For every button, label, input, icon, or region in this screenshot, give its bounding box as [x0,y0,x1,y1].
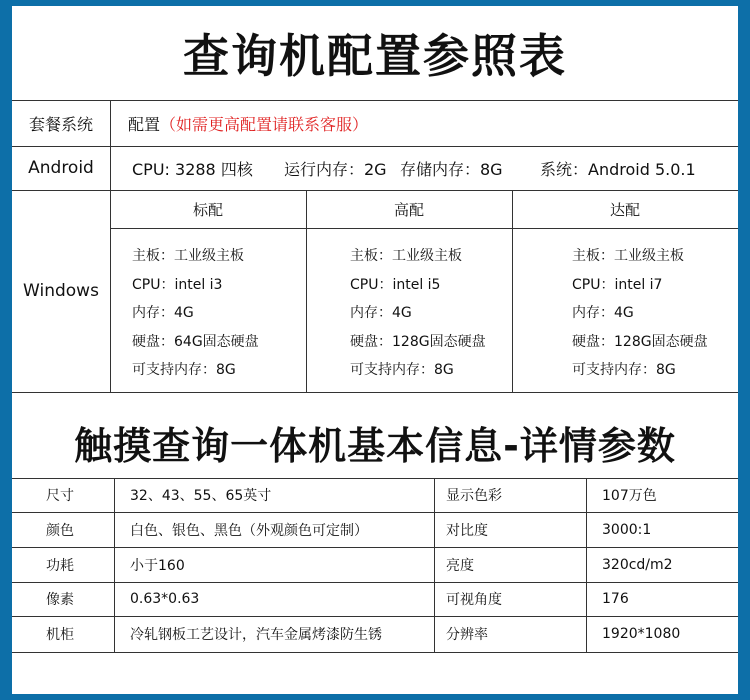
tier-top-name: 达配 [609,200,640,219]
info-value: 176 [602,591,629,607]
spec-sheet [12,6,738,694]
info-key: 可视角度 [446,592,502,608]
spec-disk: 硬盘：64G固态硬盘 [132,333,259,350]
info-key: 机柜 [46,627,74,643]
header-config [128,100,728,146]
info-key: 功耗 [46,557,74,574]
tier-high-specs [350,242,486,385]
info-key: 像素 [46,592,74,608]
spec-board: 主板：工业级主板 [132,248,244,264]
spec-board: 主板：工业级主板 [350,248,462,264]
spec-memory: 内存：4G [132,305,194,321]
info-value: 3000:1 [602,521,652,538]
android-cpu: CPU: 3288 四核 [132,159,253,179]
header-label: 套餐系统 [28,114,93,134]
info-value: 白色、银色、黑色（外观颜色可定制） [130,522,368,539]
info-value: 小于160 [130,557,185,574]
info-value: 冷轧钢板工艺设计，汽车金属烤漆防生锈 [130,627,382,643]
spec-disk: 硬盘：128G固态硬盘 [350,333,486,350]
android-label: Android [28,158,94,178]
tier-standard-name: 标配 [192,200,223,219]
android-storage: 存储内存：8G [400,159,503,179]
info-key: 颜色 [46,522,74,539]
info-value: 1920*1080 [602,626,681,642]
spec-memory: 内存：4G [350,305,412,321]
spec-cpu: CPU：intel i7 [572,276,663,293]
divider [110,228,738,229]
info-value: 107万色 [602,488,657,504]
info-key: 分辨率 [446,627,488,643]
section-title: 触摸查询一体机基本信息-详情参数 [74,423,676,468]
spec-max-memory: 可支持内存：8G [132,362,236,378]
spec-cpu: CPU：intel i5 [350,276,441,293]
page-title: 查询机配置参照表 [183,29,567,83]
divider [12,392,738,393]
info-key: 对比度 [446,522,488,539]
spec-disk: 硬盘：128G固态硬盘 [572,333,708,350]
android-system: 系统：Android 5.0.1 [540,159,696,179]
divider [12,652,738,653]
tier-top-specs [572,242,708,385]
android-ram: 运行内存：2G [284,159,387,179]
tier-standard-specs [132,242,259,385]
windows-label: Windows [23,281,99,301]
divider [114,478,115,652]
spec-max-memory: 可支持内存：8G [350,362,454,378]
spec-max-memory: 可支持内存：8G [572,362,676,378]
divider [434,478,435,652]
info-key: 显示色彩 [446,488,502,504]
info-value: 32、43、55、65英寸 [130,488,272,504]
tier-high-name: 高配 [393,200,424,219]
spec-memory: 内存：4G [572,305,634,321]
spec-board: 主板：工业级主板 [572,248,684,264]
info-key: 亮度 [446,557,474,574]
divider [110,100,111,392]
info-key: 尺寸 [46,488,74,504]
info-value: 320cd/m2 [602,556,673,573]
divider [586,478,587,652]
contact-note: （如需更高配置请联系客服） [160,114,369,134]
spec-cpu: CPU：intel i3 [132,276,223,293]
info-value: 0.63*0.63 [130,591,200,607]
divider [12,582,738,583]
config-label: 配置 [128,114,161,134]
